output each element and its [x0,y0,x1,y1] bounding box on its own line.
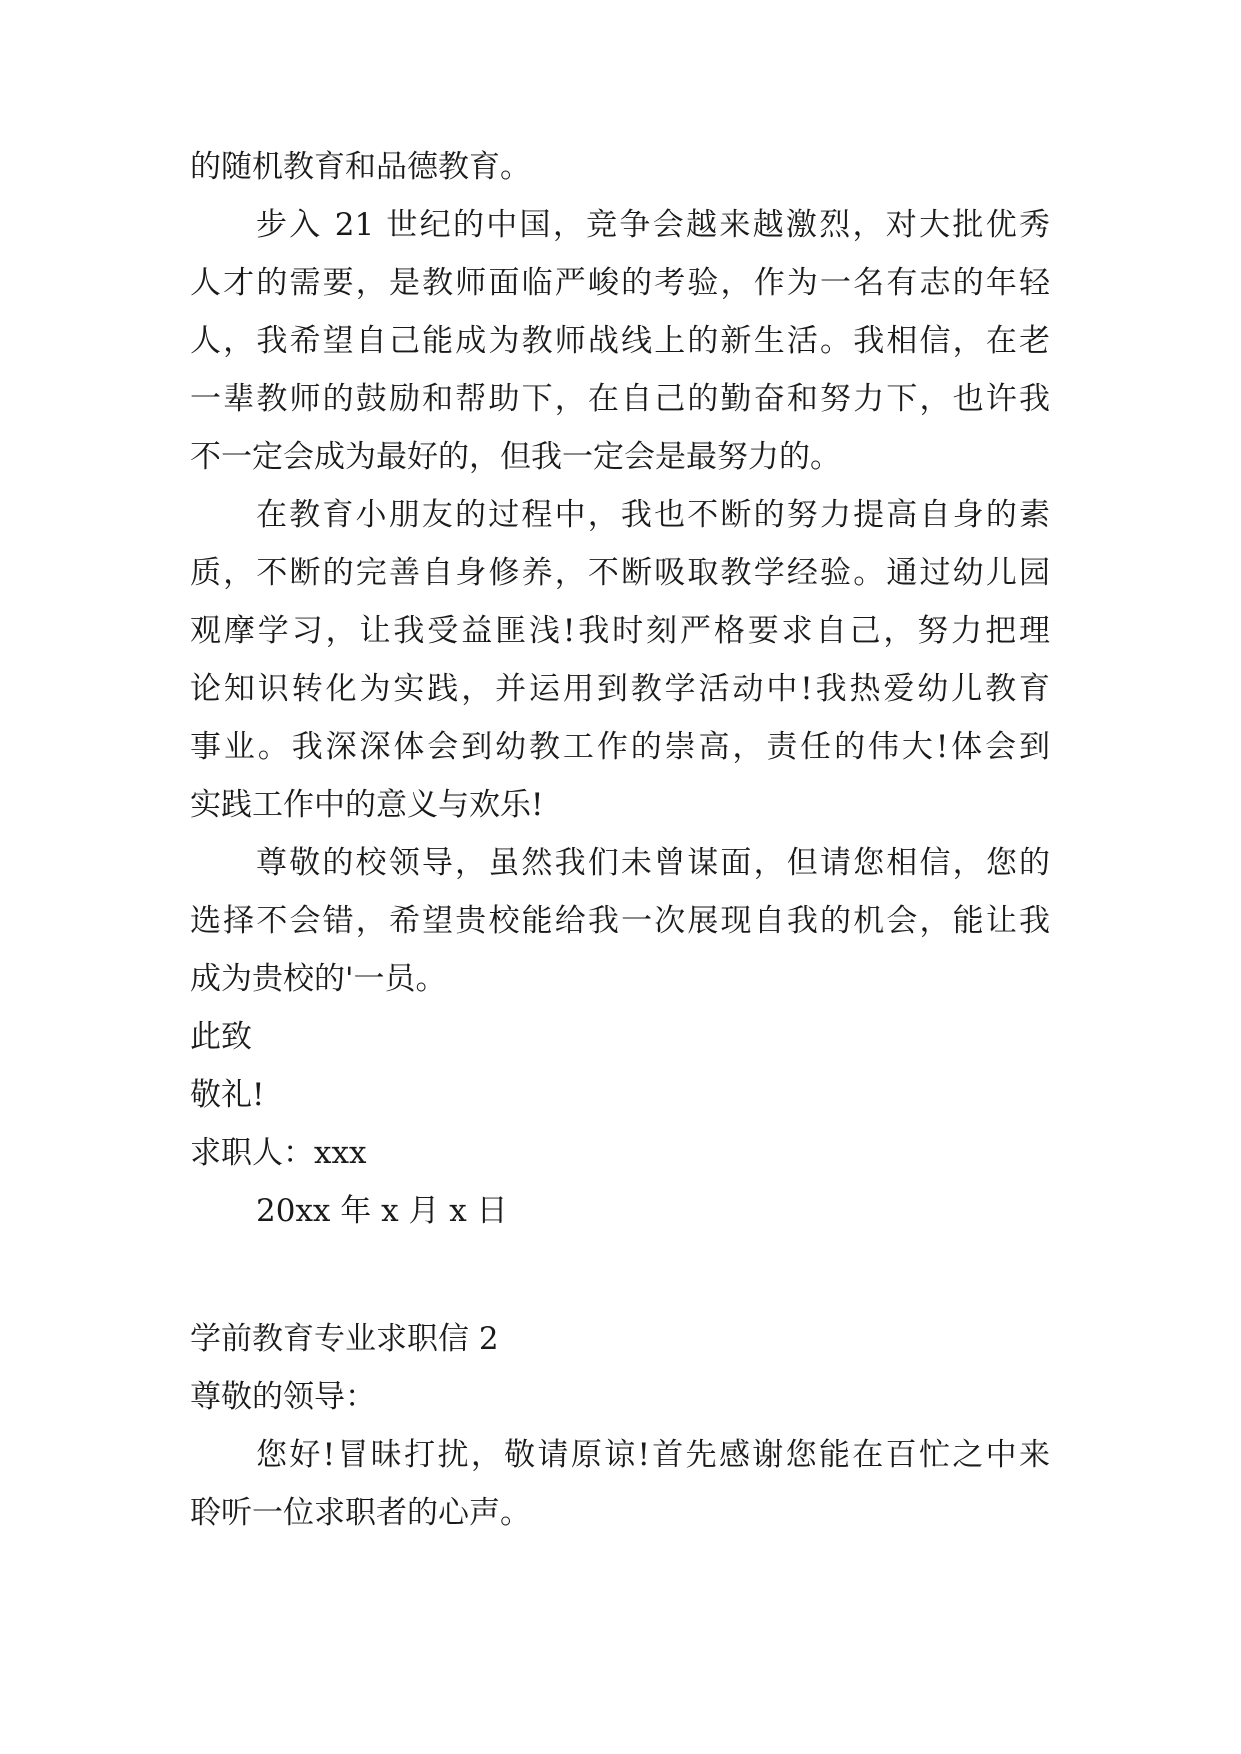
text-line: 的随机教育和品德教育。 [190,149,531,185]
text-line: 论知识转化为实践，并运用到教学活动中!我热爱幼儿教育 [190,671,1050,707]
text-line: 质，不断的完善自身修养，不断吸取教学经验。通过幼儿园 [190,555,1050,591]
text-line: 事业。我深深体会到幼教工作的崇高，责任的伟大!体会到 [190,729,1050,765]
section-title: 学前教育专业求职信 2 [190,1321,499,1357]
text-line: 观摩学习，让我受益匪浅!我时刻严格要求自己，努力把理 [190,613,1050,649]
salutation-line: 尊敬的领导： [190,1379,376,1415]
text-line: 在教育小朋友的过程中，我也不断的努力提高自身的素 [256,497,1050,533]
text-line: 尊敬的校领导，虽然我们未曾谋面，但请您相信，您的 [256,845,1050,881]
date-line: 20xx 年 x 月 x 日 [256,1193,508,1229]
text-line: 实践工作中的意义与欢乐! [190,787,544,823]
text-line: 一辈教师的鼓励和帮助下，在自己的勤奋和努力下，也许我 [190,381,1050,417]
signature-line: 求职人：xxx [190,1135,367,1171]
text-line: 步入 21 世纪的中国，竞争会越来越激烈，对大批优秀 [256,207,1050,243]
text-line: 不一定会成为最好的，但我一定会是最努力的。 [190,439,841,475]
text-line: 选择不会错，希望贵校能给我一次展现自我的机会，能让我 [190,903,1050,939]
closing-line: 此致 [190,1019,252,1055]
text-line: 成为贵校的'一员。 [190,961,447,997]
text-line: 人才的需要，是教师面临严峻的考验，作为一名有志的年轻 [190,265,1050,301]
text-line: 聆听一位求职者的心声。 [190,1495,531,1531]
text-line: 人，我希望自己能成为教师战线上的新生活。我相信，在老 [190,323,1050,359]
closing-line: 敬礼! [190,1077,265,1113]
text-line: 您好!冒昧打扰，敬请原谅!首先感谢您能在百忙之中来 [256,1437,1050,1473]
